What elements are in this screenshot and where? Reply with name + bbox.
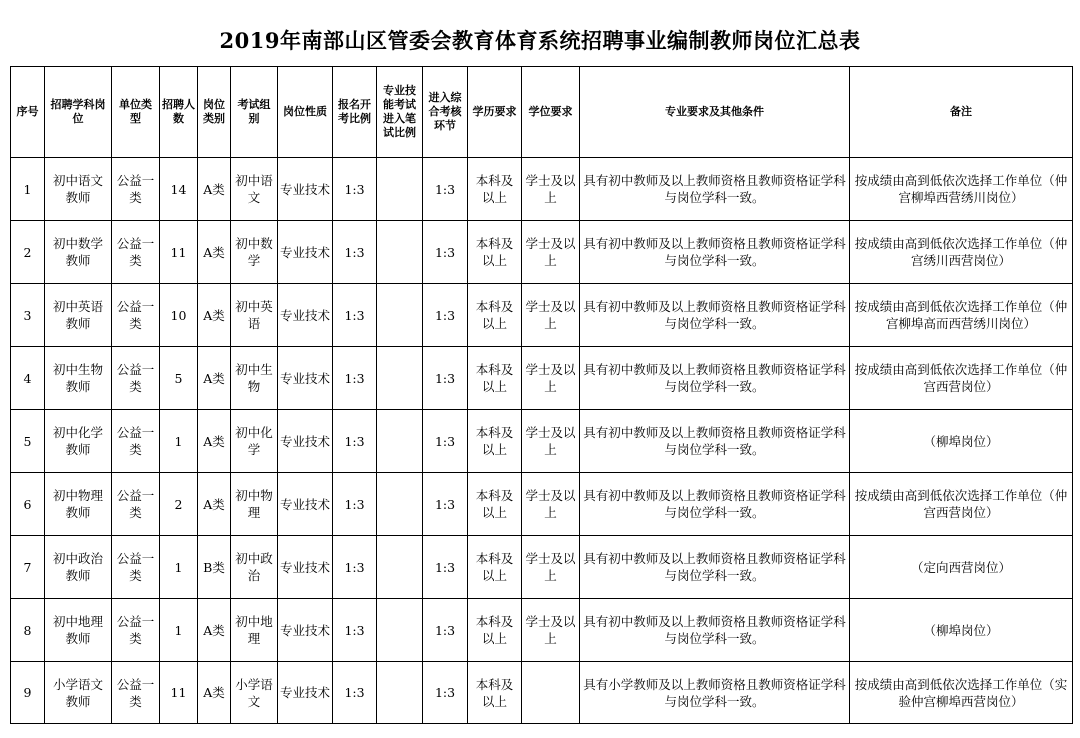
count-cell: 1 xyxy=(160,599,198,662)
ratio-comprehensive-cell: 1:3 xyxy=(423,158,468,221)
education-cell: 本科及以上 xyxy=(468,599,522,662)
conditions-cell: 具有初中教师及以上教师资格且教师资格证学科与岗位学科一致。 xyxy=(580,158,850,221)
ratio-open-cell: 1:3 xyxy=(333,410,377,473)
column-header: 备注 xyxy=(850,67,1073,158)
column-header: 岗位性质 xyxy=(278,67,333,158)
ratio-comprehensive-cell: 1:3 xyxy=(423,410,468,473)
conditions-cell: 具有初中教师及以上教师资格且教师资格证学科与岗位学科一致。 xyxy=(580,410,850,473)
degree-cell xyxy=(522,662,580,724)
conditions-cell: 具有初中教师及以上教师资格且教师资格证学科与岗位学科一致。 xyxy=(580,473,850,536)
group-cell: 初中英语 xyxy=(231,284,278,347)
category-cell: A类 xyxy=(198,284,231,347)
row-number: 1 xyxy=(11,158,45,221)
unit-type-cell: 公益一类 xyxy=(112,662,160,724)
subject-cell: 初中语文教师 xyxy=(45,158,112,221)
category-cell: A类 xyxy=(198,599,231,662)
degree-cell: 学士及以上 xyxy=(522,158,580,221)
group-cell: 初中化学 xyxy=(231,410,278,473)
column-header: 学位要求 xyxy=(522,67,580,158)
degree-cell: 学士及以上 xyxy=(522,599,580,662)
nature-cell: 专业技术 xyxy=(278,284,333,347)
ratio-open-cell: 1:3 xyxy=(333,662,377,724)
table-row xyxy=(11,662,1073,724)
subject-cell: 初中政治教师 xyxy=(45,536,112,599)
subject-cell: 小学语文教师 xyxy=(45,662,112,724)
subject-cell: 初中物理教师 xyxy=(45,473,112,536)
subject-cell: 初中地理教师 xyxy=(45,599,112,662)
education-cell: 本科及以上 xyxy=(468,347,522,410)
table-row xyxy=(11,473,1073,536)
table-row xyxy=(11,347,1073,410)
ratio-comprehensive-cell: 1:3 xyxy=(423,221,468,284)
remarks-cell: 按成绩由高到低依次选择工作单位（仲宫绣川西营岗位） xyxy=(850,221,1073,284)
unit-type-cell: 公益一类 xyxy=(112,347,160,410)
education-cell: 本科及以上 xyxy=(468,221,522,284)
conditions-cell: 具有初中教师及以上教师资格且教师资格证学科与岗位学科一致。 xyxy=(580,347,850,410)
conditions-cell: 具有初中教师及以上教师资格且教师资格证学科与岗位学科一致。 xyxy=(580,284,850,347)
conditions-cell: 具有初中教师及以上教师资格且教师资格证学科与岗位学科一致。 xyxy=(580,536,850,599)
category-cell: A类 xyxy=(198,410,231,473)
unit-type-cell: 公益一类 xyxy=(112,158,160,221)
degree-cell: 学士及以上 xyxy=(522,536,580,599)
degree-cell: 学士及以上 xyxy=(522,284,580,347)
table-row xyxy=(11,410,1073,473)
column-header: 考试组别 xyxy=(231,67,278,158)
category-cell: A类 xyxy=(198,473,231,536)
conditions-cell: 具有小学教师及以上教师资格且教师资格证学科与岗位学科一致。 xyxy=(580,662,850,724)
category-cell: A类 xyxy=(198,347,231,410)
column-header: 进入综合考核环节 xyxy=(423,67,468,158)
header-row xyxy=(11,67,1073,158)
ratio-open-cell: 1:3 xyxy=(333,284,377,347)
count-cell: 11 xyxy=(160,662,198,724)
ratio-comprehensive-cell: 1:3 xyxy=(423,473,468,536)
column-header: 招聘人数 xyxy=(160,67,198,158)
ratio-skill-cell xyxy=(377,347,423,410)
nature-cell: 专业技术 xyxy=(278,473,333,536)
count-cell: 5 xyxy=(160,347,198,410)
ratio-skill-cell xyxy=(377,662,423,724)
column-header: 序号 xyxy=(11,67,45,158)
remarks-cell: 按成绩由高到低依次选择工作单位（仲宫西营岗位） xyxy=(850,473,1073,536)
group-cell: 初中生物 xyxy=(231,347,278,410)
subject-cell: 初中生物教师 xyxy=(45,347,112,410)
remarks-cell: （定向西营岗位） xyxy=(850,536,1073,599)
ratio-skill-cell xyxy=(377,410,423,473)
ratio-open-cell: 1:3 xyxy=(333,536,377,599)
nature-cell: 专业技术 xyxy=(278,599,333,662)
row-number: 7 xyxy=(11,536,45,599)
education-cell: 本科及以上 xyxy=(468,536,522,599)
unit-type-cell: 公益一类 xyxy=(112,536,160,599)
row-number: 3 xyxy=(11,284,45,347)
column-header: 学历要求 xyxy=(468,67,522,158)
group-cell: 初中语文 xyxy=(231,158,278,221)
count-cell: 10 xyxy=(160,284,198,347)
unit-type-cell: 公益一类 xyxy=(112,473,160,536)
nature-cell: 专业技术 xyxy=(278,536,333,599)
degree-cell: 学士及以上 xyxy=(522,347,580,410)
table-row xyxy=(11,221,1073,284)
remarks-cell: （柳埠岗位） xyxy=(850,410,1073,473)
category-cell: A类 xyxy=(198,158,231,221)
ratio-skill-cell xyxy=(377,599,423,662)
ratio-skill-cell xyxy=(377,473,423,536)
category-cell: A类 xyxy=(198,221,231,284)
ratio-comprehensive-cell: 1:3 xyxy=(423,599,468,662)
ratio-comprehensive-cell: 1:3 xyxy=(423,536,468,599)
document-title: 2019年南部山区管委会教育体育系统招聘事业编制教师岗位汇总表 xyxy=(219,28,861,53)
degree-cell: 学士及以上 xyxy=(522,221,580,284)
nature-cell: 专业技术 xyxy=(278,158,333,221)
row-number: 4 xyxy=(11,347,45,410)
column-header: 报名开考比例 xyxy=(333,67,377,158)
ratio-open-cell: 1:3 xyxy=(333,347,377,410)
unit-type-cell: 公益一类 xyxy=(112,284,160,347)
unit-type-cell: 公益一类 xyxy=(112,221,160,284)
group-cell: 小学语文 xyxy=(231,662,278,724)
row-number: 6 xyxy=(11,473,45,536)
row-number: 2 xyxy=(11,221,45,284)
group-cell: 初中物理 xyxy=(231,473,278,536)
ratio-skill-cell xyxy=(377,536,423,599)
group-cell: 初中政治 xyxy=(231,536,278,599)
table-row xyxy=(11,158,1073,221)
education-cell: 本科及以上 xyxy=(468,473,522,536)
ratio-open-cell: 1:3 xyxy=(333,473,377,536)
column-header: 岗位类别 xyxy=(198,67,231,158)
row-number: 8 xyxy=(11,599,45,662)
education-cell: 本科及以上 xyxy=(468,284,522,347)
unit-type-cell: 公益一类 xyxy=(112,410,160,473)
degree-cell: 学士及以上 xyxy=(522,410,580,473)
table-row xyxy=(11,536,1073,599)
subject-cell: 初中英语教师 xyxy=(45,284,112,347)
row-number: 9 xyxy=(11,662,45,724)
table-row xyxy=(11,284,1073,347)
ratio-open-cell: 1:3 xyxy=(333,158,377,221)
education-cell: 本科及以上 xyxy=(468,158,522,221)
category-cell: B类 xyxy=(198,536,231,599)
count-cell: 2 xyxy=(160,473,198,536)
column-header: 招聘学科岗位 xyxy=(45,67,112,158)
conditions-cell: 具有初中教师及以上教师资格且教师资格证学科与岗位学科一致。 xyxy=(580,599,850,662)
category-cell: A类 xyxy=(198,662,231,724)
nature-cell: 专业技术 xyxy=(278,221,333,284)
ratio-comprehensive-cell: 1:3 xyxy=(423,347,468,410)
column-header: 单位类型 xyxy=(112,67,160,158)
ratio-open-cell: 1:3 xyxy=(333,599,377,662)
subject-cell: 初中数学教师 xyxy=(45,221,112,284)
remarks-cell: 按成绩由高到低依次选择工作单位（仲宫柳埠西营绣川岗位） xyxy=(850,158,1073,221)
ratio-comprehensive-cell: 1:3 xyxy=(423,662,468,724)
unit-type-cell: 公益一类 xyxy=(112,599,160,662)
nature-cell: 专业技术 xyxy=(278,347,333,410)
count-cell: 14 xyxy=(160,158,198,221)
subject-cell: 初中化学教师 xyxy=(45,410,112,473)
count-cell: 1 xyxy=(160,410,198,473)
recruitment-table xyxy=(10,66,1073,724)
row-number: 5 xyxy=(11,410,45,473)
remarks-cell: 按成绩由高到低依次选择工作单位（仲宫西营岗位） xyxy=(850,347,1073,410)
ratio-skill-cell xyxy=(377,284,423,347)
degree-cell: 学士及以上 xyxy=(522,473,580,536)
education-cell: 本科及以上 xyxy=(468,662,522,724)
group-cell: 初中地理 xyxy=(231,599,278,662)
conditions-cell: 具有初中教师及以上教师资格且教师资格证学科与岗位学科一致。 xyxy=(580,221,850,284)
nature-cell: 专业技术 xyxy=(278,410,333,473)
table-row xyxy=(11,599,1073,662)
ratio-comprehensive-cell: 1:3 xyxy=(423,284,468,347)
count-cell: 1 xyxy=(160,536,198,599)
remarks-cell: 按成绩由高到低依次选择工作单位（仲宫柳埠高而西营绣川岗位） xyxy=(850,284,1073,347)
remarks-cell: （柳埠岗位） xyxy=(850,599,1073,662)
count-cell: 11 xyxy=(160,221,198,284)
group-cell: 初中数学 xyxy=(231,221,278,284)
column-header: 专业技能考试进入笔试比例 xyxy=(377,67,423,158)
ratio-skill-cell xyxy=(377,221,423,284)
column-header: 专业要求及其他条件 xyxy=(580,67,850,158)
ratio-skill-cell xyxy=(377,158,423,221)
nature-cell: 专业技术 xyxy=(278,662,333,724)
remarks-cell: 按成绩由高到低依次选择工作单位（实验仲宫柳埠西营岗位） xyxy=(850,662,1073,724)
ratio-open-cell: 1:3 xyxy=(333,221,377,284)
education-cell: 本科及以上 xyxy=(468,410,522,473)
